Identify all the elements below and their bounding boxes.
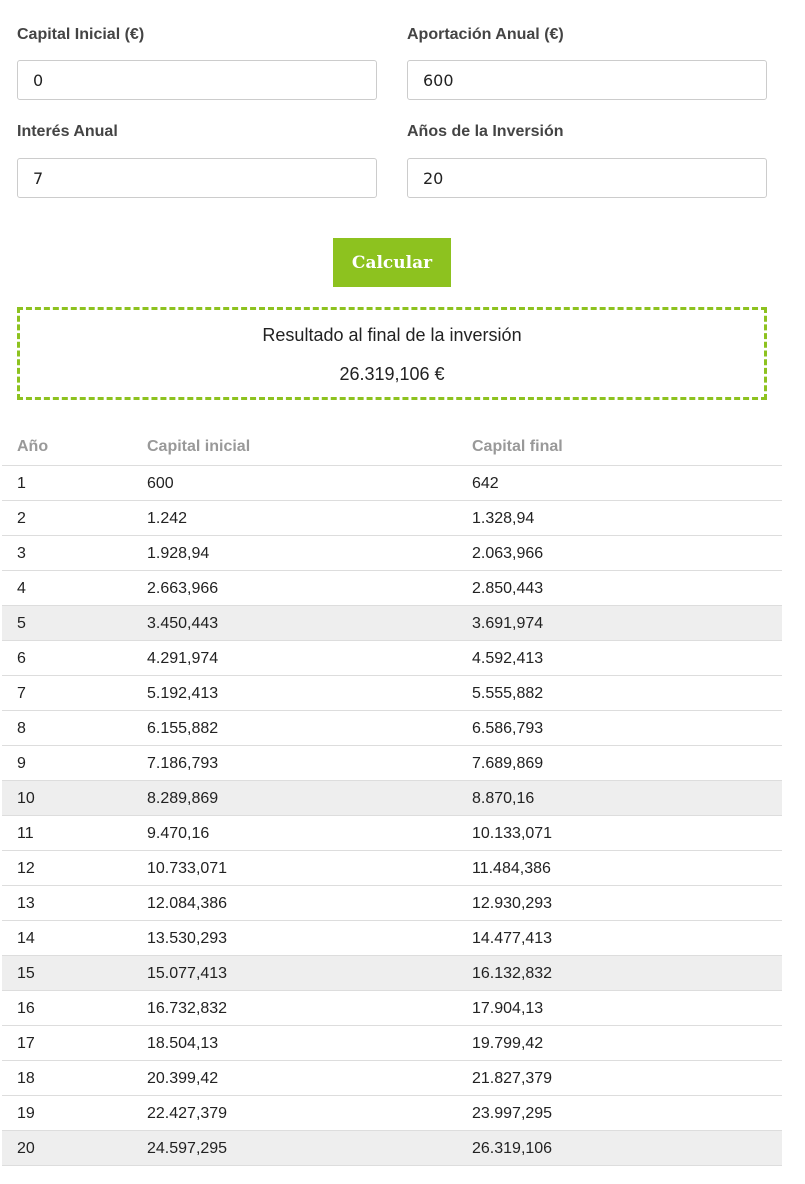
cell-capital-final: 11.484,386: [472, 860, 551, 877]
table-body: [2, 466, 782, 1166]
header-capital-inicial: Capital inicial: [147, 438, 251, 455]
table-row: [2, 1096, 782, 1131]
calcular-button[interactable]: Calcular: [333, 238, 451, 287]
cell-ano: 16: [17, 1000, 35, 1017]
anos-inversion-input[interactable]: [407, 158, 767, 198]
cell-ano: 14: [17, 930, 35, 947]
cell-capital-final: 1.328,94: [472, 510, 535, 527]
capital-inicial-input[interactable]: [17, 60, 377, 100]
table-row: [2, 921, 782, 956]
cell-ano: 17: [17, 1035, 35, 1052]
table-row: [2, 501, 782, 536]
cell-ano: 4: [17, 580, 26, 597]
cell-ano: 19: [17, 1105, 35, 1122]
capital-inicial-label: Capital Inicial (€): [17, 26, 145, 43]
header-ano: Año: [17, 438, 49, 455]
results-table: [2, 430, 782, 1166]
cell-ano: 10: [17, 790, 35, 807]
table-row: [2, 1026, 782, 1061]
cell-ano: 11: [17, 825, 34, 842]
table-row: [2, 1131, 782, 1166]
cell-capital-final: 3.691,974: [472, 615, 544, 632]
cell-capital-inicial: 8.289,869: [147, 790, 219, 807]
cell-capital-final: 5.555,882: [472, 685, 544, 702]
cell-ano: 1: [17, 475, 26, 492]
cell-capital-inicial: 18.504,13: [147, 1035, 219, 1052]
table-row: [2, 606, 782, 641]
cell-capital-final: 4.592,413: [472, 650, 544, 667]
cell-capital-inicial: 22.427,379: [147, 1105, 228, 1122]
interes-anual-label: Interés Anual: [17, 123, 118, 140]
table-row: [2, 746, 782, 781]
cell-capital-final: 12.930,293: [472, 895, 553, 912]
cell-capital-inicial: 16.732,832: [147, 1000, 228, 1017]
cell-capital-inicial: 1.242: [147, 510, 188, 527]
cell-capital-inicial: 12.084,386: [147, 895, 228, 912]
table-row: [2, 956, 782, 991]
cell-capital-final: 23.997,295: [472, 1105, 553, 1122]
cell-capital-inicial: 20.399,42: [147, 1070, 219, 1087]
result-value: 26.319,106 €: [339, 364, 445, 384]
table-row: [2, 641, 782, 676]
cell-capital-final: 2.063,966: [472, 545, 544, 562]
cell-capital-final: 10.133,071: [472, 825, 553, 842]
table-row: [2, 851, 782, 886]
cell-ano: 20: [17, 1140, 35, 1157]
cell-ano: 13: [17, 895, 35, 912]
cell-capital-inicial: 6.155,882: [147, 720, 219, 737]
cell-capital-final: 16.132,832: [472, 965, 553, 982]
cell-capital-inicial: 7.186,793: [147, 755, 219, 772]
cell-ano: 7: [17, 685, 26, 702]
cell-ano: 9: [17, 755, 26, 772]
cell-capital-final: 8.870,16: [472, 790, 535, 807]
table-row: [2, 886, 782, 921]
table-row: [2, 711, 782, 746]
table-header: [2, 430, 782, 466]
cell-capital-final: 642: [472, 475, 499, 492]
cell-capital-inicial: 4.291,974: [147, 650, 219, 667]
table-row: [2, 466, 782, 501]
cell-ano: 6: [17, 650, 26, 667]
cell-ano: 15: [17, 965, 35, 982]
interes-anual-input[interactable]: [17, 158, 377, 198]
cell-capital-inicial: 5.192,413: [147, 685, 219, 702]
cell-capital-final: 14.477,413: [472, 930, 553, 947]
cell-capital-inicial: 3.450,443: [147, 615, 219, 632]
cell-ano: 5: [17, 615, 26, 632]
cell-ano: 3: [17, 545, 26, 562]
cell-ano: 18: [17, 1070, 35, 1087]
cell-capital-inicial: 1.928,94: [147, 545, 210, 562]
cell-capital-final: 17.904,13: [472, 1000, 544, 1017]
header-capital-final: Capital final: [472, 438, 563, 455]
cell-capital-final: 26.319,106: [472, 1140, 553, 1157]
cell-capital-inicial: 9.470,16: [147, 825, 210, 842]
table-row: [2, 536, 782, 571]
cell-ano: 2: [17, 510, 26, 527]
cell-ano: 12: [17, 860, 35, 877]
anos-inversion-label: Años de la Inversión: [407, 123, 564, 140]
cell-capital-inicial: 13.530,293: [147, 930, 228, 947]
table-row: [2, 991, 782, 1026]
cell-capital-final: 6.586,793: [472, 720, 544, 737]
aportacion-anual-label: Aportación Anual (€): [407, 26, 564, 43]
result-box: [17, 307, 767, 400]
table-row: [2, 781, 782, 816]
cell-capital-inicial: 600: [147, 475, 174, 492]
table-row: [2, 1061, 782, 1096]
cell-ano: 8: [17, 720, 26, 737]
cell-capital-inicial: 2.663,966: [147, 580, 219, 597]
cell-capital-final: 2.850,443: [472, 580, 544, 597]
table-row: [2, 816, 782, 851]
cell-capital-final: 7.689,869: [472, 755, 544, 772]
table-row: [2, 571, 782, 606]
cell-capital-inicial: 24.597,295: [147, 1140, 228, 1157]
result-title: Resultado al final de la inversión: [262, 325, 522, 345]
cell-capital-inicial: 15.077,413: [147, 965, 228, 982]
cell-capital-inicial: 10.733,071: [147, 860, 228, 877]
cell-capital-final: 21.827,379: [472, 1070, 553, 1087]
cell-capital-final: 19.799,42: [472, 1035, 544, 1052]
aportacion-anual-input[interactable]: [407, 60, 767, 100]
table-row: [2, 676, 782, 711]
